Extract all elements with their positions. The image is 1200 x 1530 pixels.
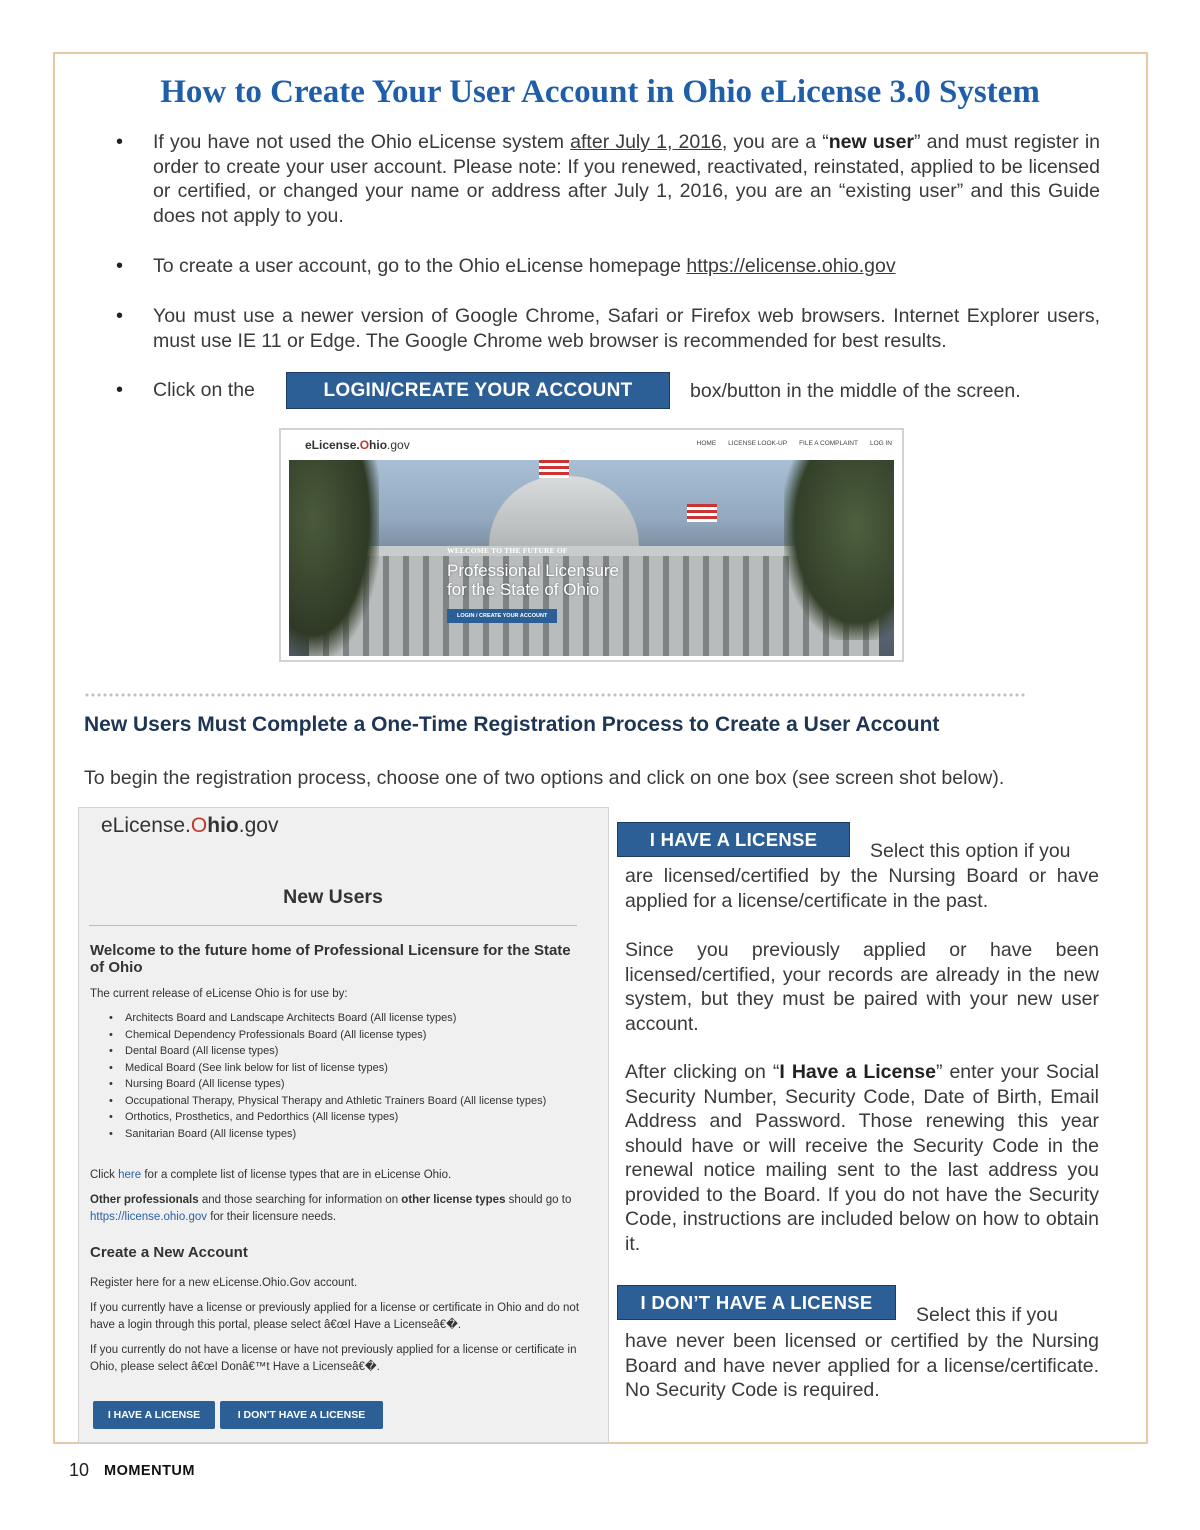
have-license-button-small[interactable]: I HAVE A LICENSE — [93, 1401, 215, 1429]
new-user-bold: new user — [828, 131, 915, 153]
homepage-topbar — [281, 430, 902, 458]
bullet-homepage: • To create a user account, go to the Ohio eLicense homepage https://elicense.ohio.gov — [116, 254, 1100, 279]
homepage-screenshot — [279, 428, 904, 662]
section-heading: New Users Must Complete a One-Time Registration Process to Create a User Account — [84, 713, 940, 736]
list-item: • Medical Board (See link below for list of license types) — [109, 1060, 579, 1077]
paired-records-text: Since you previously applied or have been licensed/certified, your records are already in the new system, but they must be paired with your new user account. — [625, 939, 1099, 1035]
nav-home[interactable]: HOME — [696, 440, 717, 447]
nav-file-complaint[interactable]: FILE A COMPLAINT — [799, 440, 858, 447]
list-item: • Nursing Board (All license types) — [109, 1076, 579, 1093]
dont-have-license-first-line: Select this if you — [916, 1304, 1058, 1326]
create-account-heading: Create a New Account — [90, 1244, 248, 1261]
section-intro: To begin the registration process, choose one of two options and click on one box (see screen shot below). — [84, 767, 1005, 789]
dont-have-license-button-small[interactable]: I DON'T HAVE A LICENSE — [220, 1401, 383, 1429]
list-item: • Dental Board (All license types) — [109, 1043, 579, 1060]
have-license-first-line: Select this option if you — [870, 840, 1071, 862]
page-number: 10 — [69, 1460, 90, 1480]
homepage-hero-image — [289, 460, 894, 656]
new-users-welcome: Welcome to the future home of Professional Licensure for the State of Ohio — [90, 942, 571, 976]
date-underlined: after July 1, 2016 — [570, 131, 722, 153]
nav-log-in[interactable]: LOG IN — [869, 440, 892, 447]
register-line: Register here for a new eLicense.Ohio.Gov account. — [90, 1277, 358, 1289]
homepage-brand-logo: eLicense.Ohio.gov — [305, 438, 410, 452]
dont-have-license-button[interactable]: I DON’T HAVE A LICENSE — [617, 1285, 896, 1320]
other-professionals-line: Other professionals and those searching for information on other license types should go to https://license.ohio.gov for their licensure needs. — [90, 1194, 572, 1223]
magazine-name: MOMENTUM — [104, 1463, 195, 1479]
dont-have-license-instructions: If you currently do not have a license or have not previously applied for a license or certificate in Ohio, please select â€œI Donâ€™t Have a Licenseâ€�. — [90, 1344, 577, 1373]
list-item: • Orthotics, Prosthetics, and Pedorthics (All license types) — [109, 1109, 579, 1126]
list-item: • Occupational Therapy, Physical Therapy and Athletic Trainers Board (All license types) — [109, 1093, 579, 1110]
after-clicking-text: After clicking on “I Have a License” enter your Social Security Number, Security Code, Date of Birth, Email Address and Password. Those renewing this year should have or will receive the Security Code in the renewal notice mailing sent to the last address you provided to the Board. If you do not have the Security Code, instructions are included below on how to obtain it. — [625, 1061, 1099, 1255]
tree-right — [784, 460, 894, 640]
flag-icon — [539, 460, 569, 478]
new-users-title: New Users — [283, 886, 383, 908]
license-types-line: Click here for a complete list of license types that are in eLicense Ohio. — [90, 1169, 452, 1181]
homepage-link[interactable]: https://elicense.ohio.gov — [686, 255, 896, 277]
bullet-new-user: • If you have not used the Ohio eLicense system after July 1, 2016, you are a “new user” and must register in order to create your user account. Please note: If you renewed, reactivated, reinstated, applied to be licensed or certified, or changed your name or address after July 1, 2016, you are an “existing user” and this Guide does not apply to you. — [116, 130, 1100, 228]
hero-overlay — [447, 546, 619, 623]
new-users-divider — [89, 925, 577, 926]
nav-license-lookup[interactable]: LICENSE LOOK-UP — [728, 440, 788, 447]
list-item: • Sanitarian Board (All license types) — [109, 1126, 579, 1143]
dont-have-license-description: have never been licensed or certified by the Nursing Board and have never applied for a license/certificate. No Security Code is required. — [625, 1330, 1099, 1401]
hero-welcome: WELCOME TO THE FUTURE OF — [447, 546, 568, 555]
have-license-description: are licensed/certified by the Nursing Board or have applied for a license/certificate in the past. — [625, 865, 1099, 912]
have-license-instructions: If you currently have a license or previously applied for a license or certificate in Ohio and do not have a login through this portal, please select â€œI Have a Licenseâ€�. — [90, 1302, 580, 1331]
tree-left — [289, 460, 379, 656]
login-create-account-button[interactable]: LOGIN/CREATE YOUR ACCOUNT — [286, 372, 670, 409]
page-title: How to Create Your User Account in Ohio eLicense 3.0 System — [160, 74, 1040, 110]
dotted-divider — [84, 692, 1026, 698]
hero-headline-2: for the State of Ohio — [447, 580, 600, 599]
have-license-button[interactable]: I HAVE A LICENSE — [617, 822, 850, 857]
bullet-click-login: • Click on the — [116, 378, 1100, 403]
list-item: • Chemical Dependency Professionals Board (All license types) — [109, 1027, 579, 1044]
new-users-release: The current release of eLicense Ohio is for use by: — [90, 988, 348, 1000]
hero-headline-1: Professional Licensure — [447, 561, 619, 580]
here-link[interactable]: here — [118, 1169, 142, 1181]
boards-list — [109, 1010, 579, 1142]
new-users-screenshot — [78, 807, 609, 1443]
homepage-nav — [697, 440, 892, 447]
bullet-browsers: • You must use a newer version of Google Chrome, Safari or Firefox web browsers. Internet Explorer users, must use IE 11 or Edge. The Google Chrome web browser is recommended for best results. — [116, 304, 1100, 353]
list-item: • Architects Board and Landscape Architects Board (All license types) — [109, 1010, 579, 1027]
new-users-brand-logo: eLicense.Ohio.gov — [101, 814, 279, 837]
hero-login-button[interactable]: LOGIN / CREATE YOUR ACCOUNT — [447, 609, 557, 623]
login-instruction-tail: box/button in the middle of the screen. — [690, 380, 1021, 402]
flag-icon — [687, 504, 717, 522]
license-ohio-link[interactable]: https://license.ohio.gov — [90, 1210, 207, 1223]
